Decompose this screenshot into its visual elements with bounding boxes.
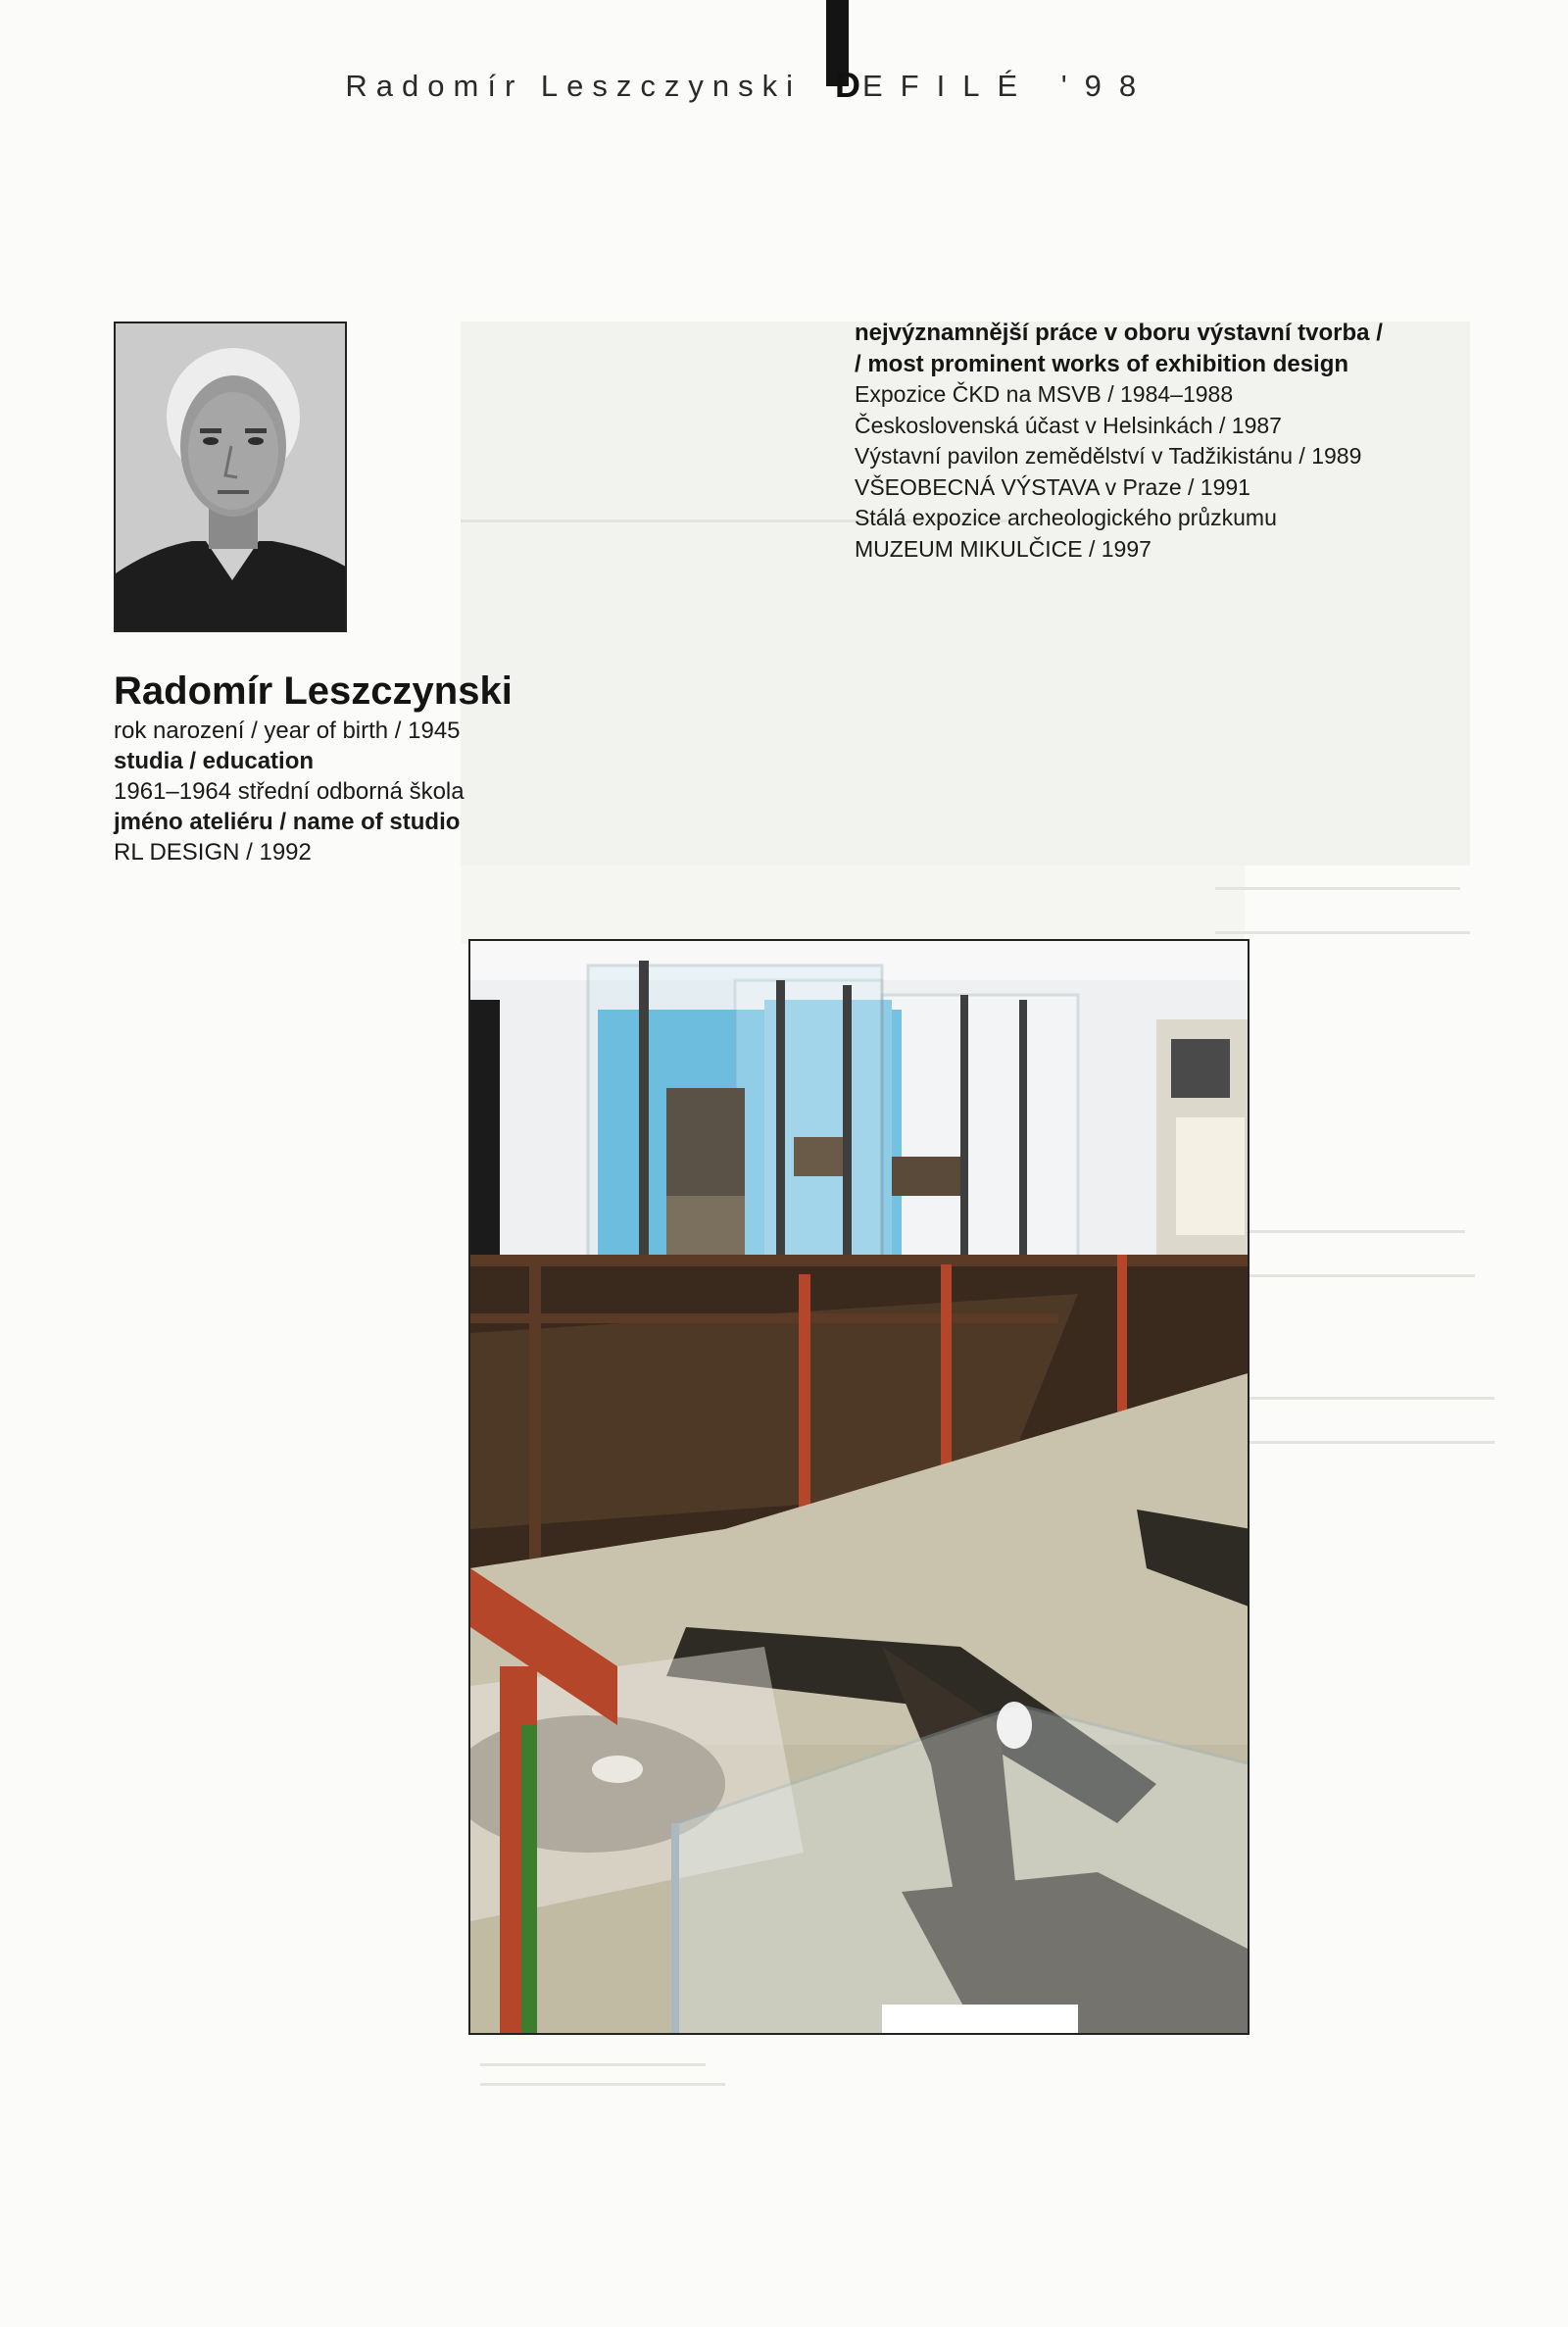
works-item: Stálá expozice archeologického průzkumu [855, 505, 1277, 530]
designer-name: Radomír Leszczynski [114, 669, 513, 713]
show-through-line [1215, 887, 1460, 890]
exhibition-photo [468, 939, 1250, 2035]
header-series-initial: D [835, 65, 860, 105]
works-item: Expozice ČKD na MSVB / 1984–1988 [855, 381, 1234, 407]
bio-block [114, 667, 513, 867]
show-through-line [1250, 1230, 1465, 1233]
works-item: Československá účast v Helsinkách / 1987 [855, 412, 1282, 438]
show-through-line [1250, 1441, 1494, 1444]
works-item: Výstavní pavilon zemědělství v Tadžikistánu / 1989 [855, 443, 1362, 469]
works-item: VŠEOBECNÁ VÝSTAVA v Praze / 1991 [855, 473, 1250, 500]
works-list [855, 318, 1482, 565]
show-through-line [1250, 1397, 1494, 1400]
works-heading-cz: nejvýznamnější práce v oboru výstavní tvorba / [855, 320, 1383, 346]
header-author: Radomír Leszczynski [345, 69, 802, 103]
page-header [0, 65, 1568, 108]
studio-value: RL DESIGN / 1992 [114, 839, 312, 866]
birth-line: rok narození / year of birth / 1945 [114, 718, 461, 744]
portrait-photo [114, 322, 347, 632]
works-item: MUZEUM MIKULČICE / 1997 [855, 535, 1152, 562]
header-series: EFILÉ '98 [862, 69, 1154, 103]
show-through-line [480, 2063, 706, 2066]
show-through-line [480, 2083, 725, 2086]
show-through-line [1250, 1274, 1475, 1277]
studio-label: jméno ateliéru / name of studio [114, 809, 461, 835]
education-label: studia / education [114, 748, 315, 774]
show-through-panel-lower [461, 866, 1245, 944]
education-value: 1961–1964 střední odborná škola [114, 778, 465, 805]
show-through-line [1215, 931, 1470, 934]
works-heading-en: / most prominent works of exhibition design [855, 350, 1349, 377]
